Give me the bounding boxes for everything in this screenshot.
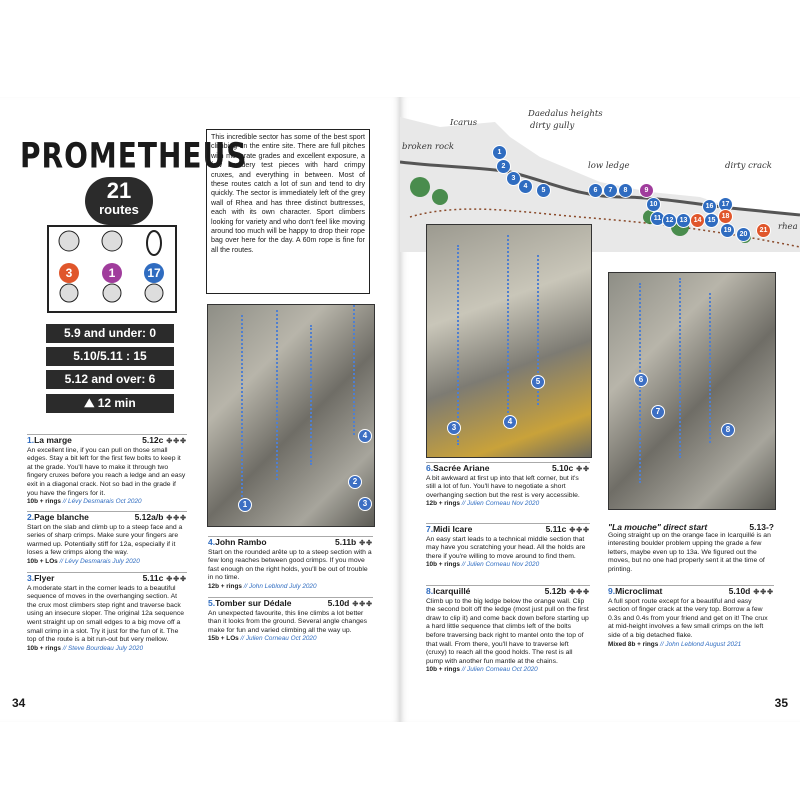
map-label-daedalus: Daedalus heights [528,109,603,119]
route-header: 7.Midi Icare 5.11c ✤✤✤ [426,524,590,534]
route-4 [208,536,373,592]
route-pin: 4 [503,415,517,429]
route-header: 4.John Rambo 5.11b ✤✤ [208,537,373,547]
map-route-badge: 3 [506,171,521,186]
map-route-badge: 11 [650,211,665,226]
map-route-badge: 9 [639,183,654,198]
page-number: 35 [774,696,788,710]
photo-routes-6-9 [608,272,776,510]
map-route-badge: 16 [702,199,717,214]
route-pin: 1 [238,498,252,512]
route-line [310,325,312,465]
map-route-badge: 1 [492,145,507,160]
page-left [0,97,400,722]
route-desc: Going straight up on the orange face in Icarquillé is an interesting boulder problem upping the grade a few letters, maybe even up to 13a. We figured out the moves, but no one had properly sent it at the time of printing. [608,531,771,573]
route-pin: 8 [721,423,735,437]
route-count-badge [85,177,153,225]
route-line [679,278,681,458]
map-route-badge: 6 [588,183,603,198]
route-7 [426,523,590,570]
map-label-broken-rock: broken rock [402,142,455,152]
route-meta: 12b + rings // John Leblond July 2020 [208,582,317,590]
route-desc: An excellent line, if you can pull on those small edges. Stay a bit left for the first few bolts to keep it at the grade. You'll have to make it through two fingery cruxes before you reach a ledge and an easy exit in a diagonal crack. Not so bad in the grade if you have the fingers for it. [27,446,186,497]
map-route-badge: 12 [662,213,677,228]
route-desc: A full sport route except for a beautiful and easy section of finger crack at the very top. Borrow a few 0.3s and 0.4s from your friend and get on it! The crux at mid-height involves a few small crimps on the left side of a big detached flake. [608,597,768,639]
count-quickdraw-purple: 1 [102,263,122,283]
map-route-badge: 7 [603,183,618,198]
route-desc: Climb up to the big ledge below the orange wall. Clip the second bolt off the ledge (most just pull on the first draw to clip it) and come back down before starting up a hard little sequence that climbs left of the bolts before traversing back right to mantel onto the top of that wall. From there, you'll have to traverse left (cruxy) to reach all the good holds. The rest is all pump with another fun mantle at the chains. [426,597,589,665]
map-route-badge: 8 [618,183,633,198]
route-desc: An easy start leads to a technical middle section that may have you scratching your head. All the holds are there if you're willing to move around to find them. [426,535,586,560]
map-route-badge: 18 [718,209,733,224]
map-route-badge: 19 [720,223,735,238]
map-label-dirty-crack: dirty crack [725,161,772,171]
route-header: 2.Page blanche 5.12a/b ✤✤✤ [27,512,187,522]
count-carabiner-blue: 17 [144,263,164,283]
map-label-rhea: rhea [778,222,798,232]
photo-routes-6-8 [426,224,592,458]
route-meta: 10b + rings // Lévy Desmarais Oct 2020 [27,498,142,506]
route-line [353,305,355,435]
route-header: 8.Icarquillé 5.12b ✤✤✤ [426,586,590,596]
gear-legend [47,225,177,313]
route-meta: 10b + rings // Julien Corneau Oct 2020 [426,666,538,674]
route-pin: 3 [358,497,372,511]
route-desc: A moderate start in the corner leads to a beautiful sequence of moves in the overhanging section. At the crux most climbers step right and traverse back using an insecure sloper. The original 12a sequence went straight up on small edges to a big move off a small crimp in a slot. Try it just for the fun of it. The top of the route is a bit run-out but very mellow. [27,584,185,644]
route-header: 1.La marge 5.12c ✤✤✤ [27,435,187,445]
photo-routes-1-5 [207,304,375,527]
route-meta: 10b + rings // Steve Bourdeau July 2020 [27,644,143,652]
route-line [709,293,711,443]
hiker-icon: ⛰ [84,396,98,410]
map-route-badge: 2 [496,159,511,174]
route-line [457,245,459,445]
route-meta: 10b + rings // Julien Corneau Nov 2020 [426,561,540,569]
route-meta: Mixed 8b + rings // John Leblond August 2021 [608,640,742,648]
route-line [276,310,278,480]
route-count: 21 [106,178,132,203]
route-8 [426,585,590,675]
route-2 [27,511,187,567]
route-header: 5.Tomber sur Dédale 5.10d ✤✤✤ [208,598,373,608]
route-meta: 12b + rings // Julien Corneau Nov 2020 [426,500,540,508]
route-1 [27,434,187,507]
route-desc: Start on the rounded arête up to a steep section with a few long reaches between good crimps. If you move fast enough on the right holds, you'll be out of trouble in no time. [208,548,372,582]
stat-moderate: 5.10/5.11 : 15 [46,347,174,366]
page-number: 34 [12,696,26,710]
route-meta: 10b + LOs // Lévy Desmarais July 2020 [27,557,140,565]
route-6 [426,462,590,509]
route-meta: 15b + LOs // Julien Corneau Oct 2020 [208,635,317,643]
route-desc: Start on the slab and climb up to a steep face and a series of sharp crimps. Make sure your fingers are warmed up. Potentially stiff for 12a, especially if it loses a few crimps along the way. [27,523,183,557]
map-route-badge: 17 [718,197,733,212]
route-desc: An unexpected favourite, this line climbs a lot better than it looks from the ground. Several angle changes make for fun and varied climbing all the way up. [208,609,368,634]
route-line [241,315,243,505]
map-route-badge: 13 [676,213,691,228]
stat-easy: 5.9 and under: 0 [46,324,174,343]
route-header: "La mouche" direct start 5.13-? [608,522,774,532]
stat-hard: 5.12 and over: 6 [46,370,174,389]
sector-title: PROMETHEUS [20,134,248,177]
map-route-badge: 20 [736,227,751,242]
route-header: 9.Microclimat 5.10d ✤✤✤ [608,586,774,596]
route-header: 6.Sacrée Ariane 5.10c ✤✤ [426,463,590,473]
map-route-badge: 15 [704,213,719,228]
route-line [507,235,509,425]
map-label-dirty-gully: dirty gully [530,121,575,131]
stat-approach [46,394,174,413]
route-pin: 7 [651,405,665,419]
route-pin: 4 [358,429,372,443]
sector-intro: This incredible sector has some of the best sport climbing on the entire site. There are full pitches with moderate grades and excellent exposure, a few bouldery test pieces with hard crimpy cruxes, and everything in between. Most of these routes catch a lot of sun and tend to dry quickly. The sector is immediately left of the grey wall of Rhea and has three distinct buttresses, each with its own character. Sport climbers looking for variety and who don't feel like moving around too much will be happy to drop their rope bag over here for the day. A 60m rope is fine for all the routes. [206,129,370,294]
route-9 [608,585,774,649]
route-pin: 6 [634,373,648,387]
map-label-low-ledge: low ledge [588,161,630,171]
map-route-badge: 4 [518,179,533,194]
route-header: 3.Flyer 5.11c ✤✤✤ [27,573,187,583]
route-pin: 3 [447,421,461,435]
book-spread [0,97,800,722]
route-count-label: routes [99,202,139,217]
page-right [400,97,800,722]
map-route-badge: 21 [756,223,771,238]
count-quickdraw-orange: 3 [59,263,79,283]
route-la-mouche [608,522,774,575]
route-pin: 2 [348,475,362,489]
map-label-icarus: Icarus [450,118,478,128]
map-route-badge: 10 [646,197,661,212]
route-desc: A bit awkward at first up into that left corner, but it's still a lot of fun. You'll have to negotiate a short overhanging section but the rest is very accessible. [426,474,580,499]
route-3 [27,572,187,653]
approach-time: 12 min [97,396,136,410]
map-route-badge: 5 [536,183,551,198]
route-5 [208,597,373,644]
route-pin: 5 [531,375,545,389]
map-route-badge: 14 [690,213,705,228]
